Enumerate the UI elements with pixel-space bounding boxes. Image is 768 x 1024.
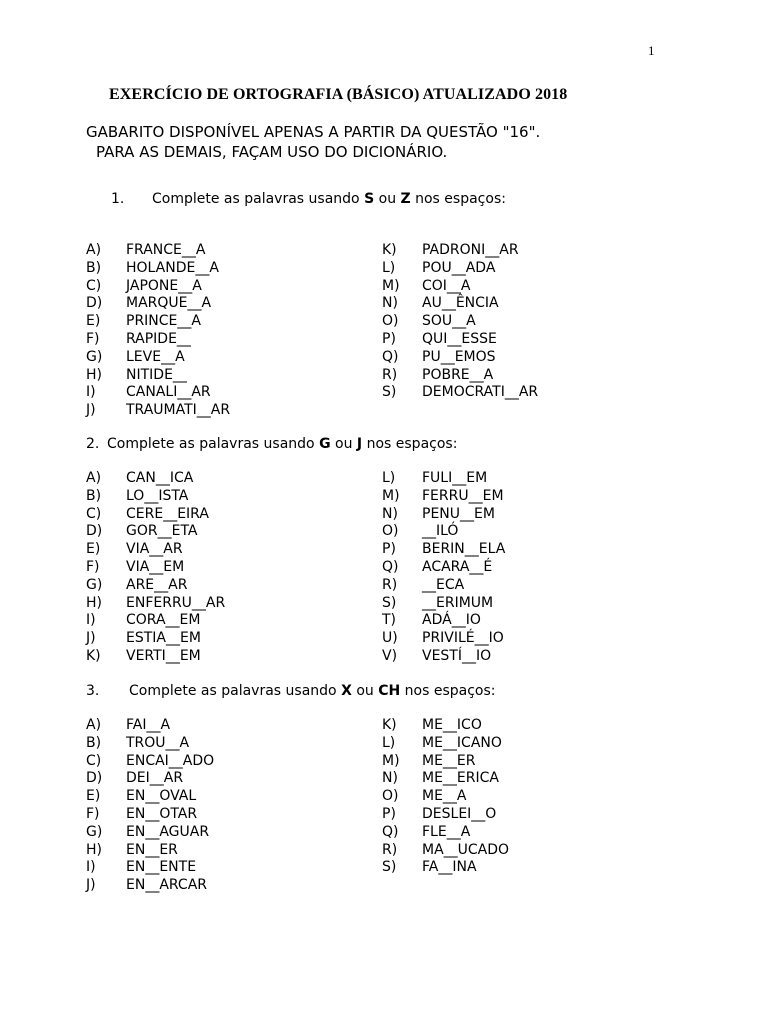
list-item: [86, 824, 214, 842]
question-3-right-list: [382, 717, 509, 877]
list-item: [382, 577, 505, 595]
item-word: FAI__A: [126, 717, 171, 733]
item-word: QUI__ESSE: [422, 330, 497, 347]
item-letter: E): [86, 313, 101, 330]
item-word: TROU__A: [126, 734, 190, 751]
item-word: EN__OTAR: [126, 805, 198, 822]
option-2: CH: [378, 683, 401, 699]
item-word: SOU__A: [422, 313, 476, 330]
item-word: __ILÓ: [422, 523, 459, 540]
item-letter: Q): [382, 348, 399, 365]
item-word: VIA__EM: [126, 558, 185, 575]
item-letter: O): [382, 523, 399, 540]
item-letter: C): [86, 277, 102, 294]
list-item: [382, 541, 505, 559]
item-letter: B): [86, 734, 102, 751]
list-item: [382, 506, 505, 524]
item-letter: A): [86, 242, 102, 258]
list-item: [86, 488, 225, 506]
list-item: [382, 278, 538, 296]
item-letter: R): [382, 366, 398, 383]
question-suffix: nos espaços:: [400, 683, 496, 699]
item-letter: F): [86, 805, 100, 822]
item-letter: M): [382, 487, 400, 504]
item-word: ENCAI__ADO: [126, 752, 215, 769]
item-word: TRAUMATI__AR: [126, 402, 231, 419]
item-word: EN__ARCAR: [126, 877, 208, 894]
item-word: __ECA: [422, 576, 465, 593]
notice-line-2: PARA AS DEMAIS, FAÇAM USO DO DICIONÁRIO.: [96, 143, 448, 161]
item-word: ME__ER: [422, 752, 476, 769]
item-letter: E): [86, 541, 101, 558]
option-1: G: [319, 436, 331, 452]
item-word: ME__ICANO: [422, 734, 502, 751]
item-word: PU__EMOS: [422, 348, 496, 365]
list-item: [382, 260, 538, 278]
item-word: CAN__ICA: [126, 470, 194, 486]
item-word: DEI__AR: [126, 770, 184, 787]
item-letter: I): [86, 384, 96, 401]
list-item: [86, 877, 214, 895]
item-word: PENU__EM: [422, 505, 495, 522]
question-suffix: nos espaços:: [410, 191, 506, 207]
item-word: BERIN__ELA: [422, 541, 506, 558]
item-letter: I): [86, 612, 96, 629]
item-letter: G): [86, 823, 103, 840]
list-item: [86, 788, 214, 806]
item-word: ENFERRU__AR: [126, 594, 226, 611]
item-word: FERRU__EM: [422, 487, 504, 504]
list-item: [382, 470, 505, 488]
list-item: [86, 541, 225, 559]
item-letter: V): [382, 647, 398, 664]
list-item: [382, 859, 509, 877]
item-word: EN__ENTE: [126, 859, 197, 876]
page-number: 1: [648, 43, 655, 58]
item-word: ME__A: [422, 788, 467, 805]
item-letter: P): [382, 330, 396, 347]
item-word: VERTI__EM: [126, 647, 201, 664]
item-word: ME__ERICA: [422, 770, 499, 787]
item-word: FLE__A: [422, 823, 471, 840]
list-item: [86, 612, 225, 630]
item-word: NITIDE__: [126, 366, 187, 383]
item-word: POBRE__A: [422, 366, 494, 383]
item-letter: K): [382, 242, 397, 258]
item-letter: S): [382, 384, 397, 401]
list-item: [86, 384, 230, 402]
item-letter: H): [86, 594, 102, 611]
list-item: [86, 313, 230, 331]
list-item: [382, 313, 538, 331]
list-item: [86, 735, 214, 753]
item-word: ESTIA__EM: [126, 630, 201, 647]
list-item: [86, 770, 214, 788]
list-item: [382, 824, 509, 842]
question-1-left-list: [86, 242, 230, 420]
item-word: FA__INA: [422, 859, 477, 876]
item-letter: S): [382, 594, 397, 611]
list-item: [86, 367, 230, 385]
list-item: [86, 595, 225, 613]
question-number: 1.: [111, 191, 125, 207]
item-letter: D): [86, 770, 103, 787]
item-word: PADRONI__AR: [422, 242, 519, 258]
item-word: CORA__EM: [126, 612, 201, 629]
option-2: Z: [400, 191, 411, 207]
list-item: [86, 260, 230, 278]
item-word: CANALI__AR: [126, 384, 211, 401]
item-letter: Q): [382, 823, 399, 840]
list-item: [86, 295, 230, 313]
item-word: LEVE__A: [126, 348, 185, 365]
question-number: 2.: [86, 436, 100, 452]
item-letter: M): [382, 752, 400, 769]
item-letter: O): [382, 313, 399, 330]
item-word: DEMOCRATI__AR: [422, 384, 539, 401]
item-word: __ERIMUM: [422, 594, 494, 611]
question-number: 3.: [86, 683, 100, 699]
list-item: [382, 349, 538, 367]
item-letter: B): [86, 487, 102, 504]
list-item: [382, 331, 538, 349]
item-word: MARQUE__A: [126, 295, 212, 312]
item-letter: D): [86, 295, 103, 312]
question-2-right-list: [382, 470, 505, 666]
item-letter: D): [86, 523, 103, 540]
list-item: [382, 806, 509, 824]
list-item: [382, 753, 509, 771]
list-item: [382, 295, 538, 313]
item-letter: N): [382, 770, 398, 787]
item-letter: N): [382, 295, 398, 312]
list-item: [382, 735, 509, 753]
item-letter: J): [86, 877, 96, 894]
list-item: [86, 523, 225, 541]
list-item: [86, 242, 230, 260]
item-word: EN__AGUAR: [126, 823, 210, 840]
item-word: HOLANDE__A: [126, 259, 219, 276]
item-letter: H): [86, 841, 102, 858]
list-item: [382, 384, 538, 402]
question-suffix: nos espaços:: [362, 436, 458, 452]
list-item: [86, 577, 225, 595]
item-word: RAPIDE__: [126, 330, 191, 347]
list-item: [382, 595, 505, 613]
option-1: S: [364, 191, 375, 207]
item-letter: C): [86, 505, 102, 522]
item-letter: J): [86, 630, 96, 647]
item-letter: H): [86, 366, 102, 383]
question-prefix: Complete as palavras usando: [152, 191, 365, 207]
question-2-heading: [86, 436, 457, 452]
list-item: [382, 770, 509, 788]
item-letter: C): [86, 752, 102, 769]
list-item: [382, 788, 509, 806]
item-word: CERE__EIRA: [126, 505, 209, 522]
question-mid: ou: [330, 436, 357, 452]
question-prefix: Complete as palavras usando: [129, 683, 342, 699]
item-word: ACARA__É: [422, 558, 493, 575]
item-word: VESTÍ__IO: [422, 647, 492, 664]
item-letter: G): [86, 348, 103, 365]
item-letter: U): [382, 630, 398, 647]
item-letter: S): [382, 859, 397, 876]
item-word: EN__OVAL: [126, 788, 197, 805]
item-letter: Q): [382, 558, 399, 575]
item-word: VIA__AR: [126, 541, 183, 558]
item-letter: R): [382, 576, 398, 593]
question-1-right-list: [382, 242, 538, 402]
list-item: [382, 612, 505, 630]
item-word: PRINCE__A: [126, 313, 201, 330]
item-word: PRIVILÉ__IO: [422, 630, 504, 647]
list-item: [86, 331, 230, 349]
question-3-left-list: [86, 717, 214, 895]
item-letter: L): [382, 470, 396, 486]
item-letter: K): [382, 717, 397, 733]
item-word: FRANCE__A: [126, 242, 206, 258]
list-item: [382, 842, 509, 860]
document-title: EXERCÍCIO DE ORTOGRAFIA (BÁSICO) ATUALIZADO 2018: [109, 86, 568, 103]
question-3-heading: [86, 683, 496, 699]
option-1: X: [341, 683, 352, 699]
item-word: COI__A: [422, 277, 471, 294]
list-item: [382, 648, 505, 666]
list-item: [86, 506, 225, 524]
item-letter: B): [86, 259, 102, 276]
item-word: LO__ISTA: [126, 487, 189, 504]
item-letter: F): [86, 558, 100, 575]
item-word: GOR__ETA: [126, 523, 198, 540]
item-word: POU__ADA: [422, 259, 496, 276]
list-item: [86, 402, 230, 420]
item-letter: N): [382, 505, 398, 522]
list-item: [86, 559, 225, 577]
question-1-heading: [111, 191, 506, 207]
item-word: AU__ÊNCIA: [422, 295, 499, 312]
item-word: ADÁ__IO: [422, 612, 481, 629]
list-item: [86, 470, 225, 488]
question-prefix: Complete as palavras usando: [107, 436, 320, 452]
list-item: [86, 806, 214, 824]
answer-key-notice: [86, 122, 540, 162]
item-letter: L): [382, 734, 396, 751]
item-letter: A): [86, 717, 102, 733]
list-item: [86, 859, 214, 877]
item-letter: A): [86, 470, 102, 486]
list-item: [86, 842, 214, 860]
question-2-left-list: [86, 470, 225, 666]
item-word: MA__UCADO: [422, 841, 510, 858]
list-item: [382, 630, 505, 648]
notice-line-1: GABARITO DISPONÍVEL APENAS A PARTIR DA QUESTÃO "16".: [86, 123, 541, 141]
item-letter: E): [86, 788, 101, 805]
option-2: J: [356, 436, 363, 452]
item-letter: J): [86, 402, 96, 419]
item-word: EN__ER: [126, 841, 178, 858]
item-letter: T): [382, 612, 397, 629]
item-word: FULI__EM: [422, 470, 488, 486]
list-item: [382, 367, 538, 385]
item-word: DESLEI__O: [422, 805, 497, 822]
item-letter: M): [382, 277, 400, 294]
list-item: [382, 488, 505, 506]
item-letter: I): [86, 859, 96, 876]
list-item: [86, 278, 230, 296]
list-item: [86, 349, 230, 367]
item-letter: R): [382, 841, 398, 858]
list-item: [86, 717, 214, 735]
item-letter: F): [86, 330, 100, 347]
question-mid: ou: [374, 191, 401, 207]
item-letter: P): [382, 805, 396, 822]
list-item: [86, 648, 225, 666]
item-word: ARE__AR: [126, 576, 188, 593]
list-item: [382, 523, 505, 541]
item-letter: K): [86, 647, 101, 664]
list-item: [382, 242, 538, 260]
question-mid: ou: [351, 683, 379, 699]
list-item: [86, 753, 214, 771]
list-item: [382, 717, 509, 735]
item-word: JAPONE__A: [126, 277, 202, 294]
item-letter: P): [382, 541, 396, 558]
item-letter: L): [382, 259, 396, 276]
list-item: [86, 630, 225, 648]
item-letter: G): [86, 576, 103, 593]
item-word: ME__ICO: [422, 717, 482, 733]
list-item: [382, 559, 505, 577]
item-letter: O): [382, 788, 399, 805]
